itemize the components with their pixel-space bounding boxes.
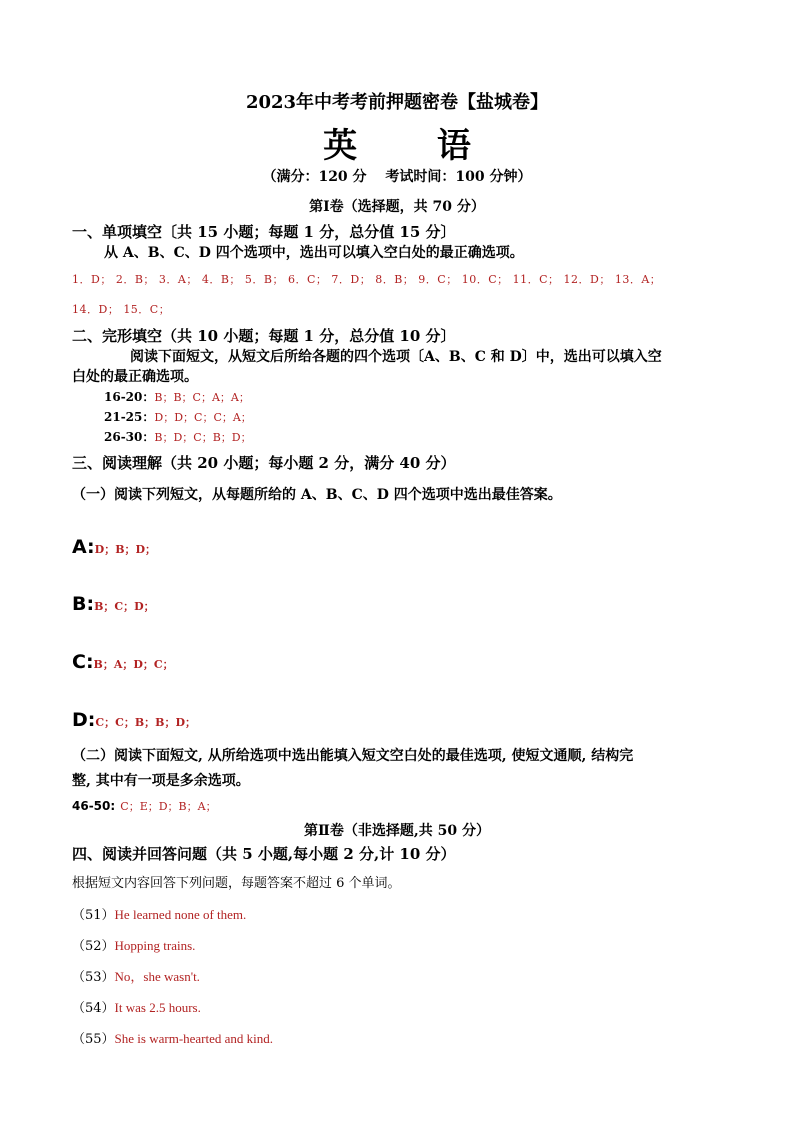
passage-answer — [72, 593, 155, 615]
answer-row-label: 26-30： — [104, 430, 155, 444]
part1-heading: 第Ⅰ卷（选择题，共 70 分） — [309, 199, 485, 215]
passage-letter: B: — [72, 593, 95, 615]
passage-answer — [72, 651, 174, 673]
sec3-heading: 三、阅读理解（共 20 小题；每小题 2 分，满分 40 分） — [72, 454, 456, 472]
passage-answers: B；C；D； — [94, 600, 155, 613]
qa-number: （51） — [72, 908, 115, 923]
qa-number: （53） — [72, 970, 115, 985]
passage-letter: D: — [72, 709, 96, 731]
answer-row-values: B；D；C；B；D； — [154, 431, 252, 444]
passage-letter: A: — [72, 536, 95, 558]
answer-row — [104, 428, 252, 445]
answer-row-label: 21-25： — [104, 410, 155, 424]
answer-row-values: C；E；D；B；A； — [120, 800, 217, 813]
qa-answer: No，she wasn't. — [114, 969, 200, 984]
score-info: （满分：120 分 考试时间：100 分钟） — [262, 169, 532, 185]
sec4-instruction: 根据短文内容回答下列问题，每题答案不超过 6 个单词。 — [72, 876, 401, 891]
sec1-instruction: 从 A、B、C、D 四个选项中，选出可以填入空白处的最正确选项。 — [104, 245, 524, 261]
exam-title: 2023年中考考前押题密卷【盐城卷】 — [245, 92, 549, 113]
sec4-heading: 四、阅读并回答问题（共 5 小题,每小题 2 分,计 10 分） — [72, 845, 456, 863]
sec1-answers-line2: 14．D； 15．C； — [72, 303, 171, 316]
answer-row — [104, 408, 252, 425]
passage-answer — [72, 709, 196, 731]
sec1-heading: 一、单项填空〔共 15 小题；每题 1 分，总分值 15 分〕 — [72, 223, 456, 241]
passage-answers: C；C；B；B；D； — [95, 716, 197, 729]
answer-row-values: D；D；C；C；A； — [154, 411, 252, 424]
subject-char-2: 语 — [436, 126, 471, 166]
sec2-instruction-2: 白处的最正确选项。 — [72, 369, 198, 385]
qa-answer: Hopping trains. — [114, 938, 196, 953]
sec2-instruction-1: 阅读下面短文，从短文后所给各题的四个选项〔A、B、C 和 D〕中，选出可以填入空 — [130, 349, 662, 365]
sec3-sub1: （一）阅读下列短文，从每题所给的 A、B、C、D 四个选项中选出最佳答案。 — [72, 487, 562, 503]
passage-letter: C: — [72, 651, 94, 673]
qa-answer: He learned none of them. — [114, 907, 247, 922]
qa-number: （52） — [72, 939, 115, 954]
answer-row-label: 46-50: — [72, 799, 116, 813]
subject-title — [0, 118, 794, 167]
qa-item — [72, 904, 246, 923]
passage-answer — [72, 536, 156, 558]
qa-item — [72, 935, 195, 954]
qa-item — [72, 997, 201, 1016]
qa-answer: She is warm-hearted and kind. — [114, 1031, 274, 1046]
sec3-sub2-line1: （二）阅读下面短文, 从所给选项中选出能填入短文空白处的最佳选项, 使短文通顺, 结构完 — [72, 748, 634, 764]
answer-row-values: B；B；C；A；A； — [154, 391, 250, 404]
part2-heading: 第Ⅱ卷（非选择题,共 50 分） — [304, 823, 490, 839]
passage-answers: D；B；D； — [94, 543, 157, 556]
qa-number: （55） — [72, 1032, 115, 1047]
qa-answer: It was 2.5 hours. — [114, 1000, 201, 1015]
subject-char-1: 英 — [323, 126, 358, 166]
answer-row-label: 16-20： — [104, 390, 155, 404]
passage-answers: B；A；D；C； — [93, 658, 174, 671]
sec3-sub2-line2: 整, 其中有一项是多余选项。 — [72, 773, 250, 789]
qa-item — [72, 1028, 273, 1047]
answer-row — [72, 795, 217, 814]
answer-row — [104, 388, 250, 405]
sec2-heading: 二、完形填空（共 10 小题；每题 1 分，总分值 10 分〕 — [72, 327, 456, 345]
sec1-answers-line1: 1．D； 2．B； 3．A； 4．B； 5．B； 6．C； 7．D； 8．B； 9．C； 10．C； 11．C； 12．D； 13．A； — [72, 273, 662, 286]
qa-number: （54） — [72, 1001, 115, 1016]
qa-item — [72, 966, 200, 985]
